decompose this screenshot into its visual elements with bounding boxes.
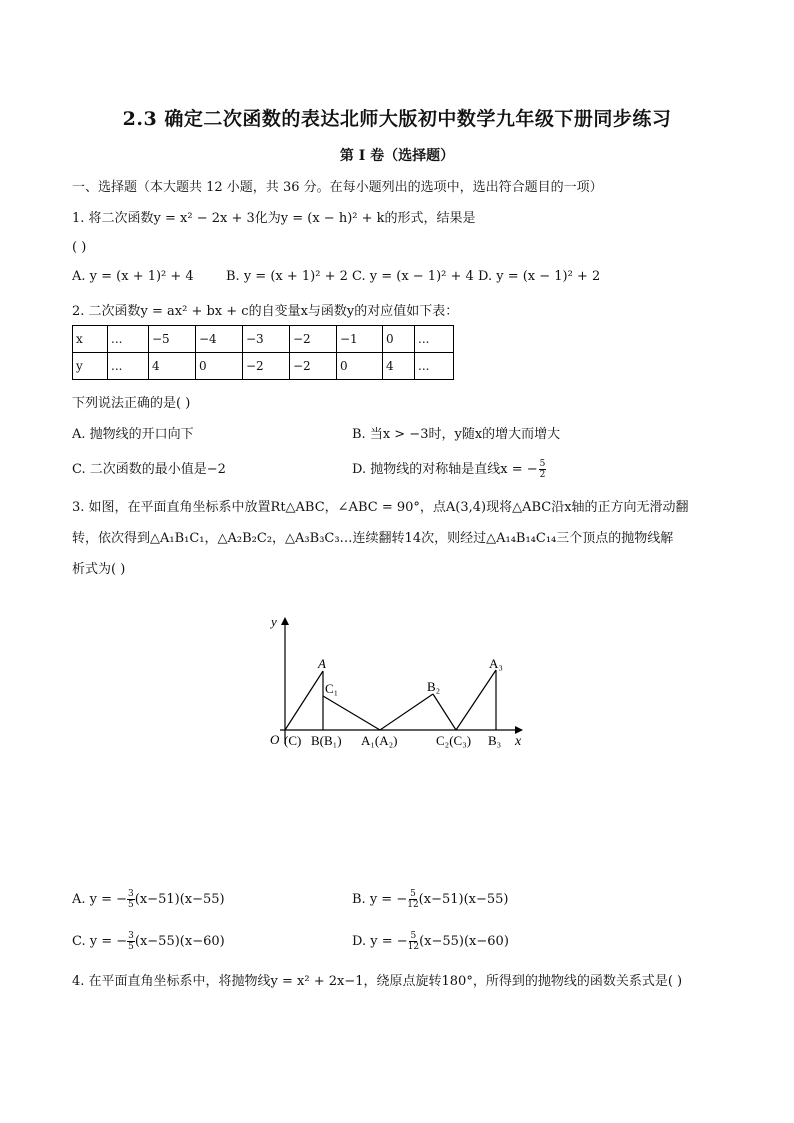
segment [380,694,433,730]
q1-option-c: C. y = (x − 1)² + 4 [352,269,474,284]
table-cell: 0 [196,353,243,380]
segment [323,696,380,730]
table-cell: ... [415,326,454,353]
label-c2-c3: C₂(C₃) [436,733,472,748]
q1-option-a: A. y = (x + 1)² + 4 [72,269,194,284]
option-prefix: A. y = − [72,892,128,907]
table-cell: y [73,353,108,380]
fraction [408,931,419,952]
y-axis-label: y [271,614,277,629]
label-a1-a2: A₁(A₂) [361,733,398,748]
fraction-numerator: 5 [410,931,417,941]
fraction [127,889,135,910]
fraction-numerator: 3 [128,889,134,899]
segment [456,670,496,730]
x-axis-label: x [515,734,522,749]
label-b-b1: B(B₁) [311,733,342,748]
fraction-denominator: 2 [539,470,546,480]
q2-option-a: A. 抛物线的开口向下 [72,427,194,442]
table-cell: ... [108,326,149,353]
q1-option-b: B. y = (x + 1)² + 2 [226,269,348,284]
fraction-numerator: 5 [410,889,416,899]
q2-stem: 2. 二次函数y = ax² + bx + c的自变量x与函数y的对应值如下表： [72,304,459,319]
q4-stem: 4. 在平面直角坐标系中，将抛物线y = x² + 2x−1，绕原点旋转180°，所得到的抛物线的函数关系式是( ) [72,974,683,989]
fraction-denominator: 5 [128,900,134,910]
q3-line-1: 3. 如图，在平面直角坐标系中放置Rt△ABC，∠ABC = 90°，点A(3,4)现将△ABC沿x轴的正方向无滑动翻 [72,500,689,515]
option-suffix: (x−55)(x−60) [134,934,225,949]
fraction [407,889,418,910]
q1-option-d: D. y = (x − 1)² + 2 [478,269,601,284]
fraction-denominator: 12 [407,900,419,910]
table-cell: ... [415,353,454,380]
table-cell: −2 [243,353,290,380]
q2-option-b: B. 当x > −3时，y随x的增大而增大 [352,427,561,442]
fraction-numerator: 3 [128,931,134,941]
table-cell: x [73,326,108,353]
section-heading: 一、选择题（本大题共 12 小题，共 36 分。在每小题列出的选项中，选出符合题目的一项） [72,180,603,195]
option-suffix: (x−51)(x−55) [418,892,509,907]
label-b3: B₃ [488,733,502,748]
q2-option-d-text: D. 抛物线的对称轴是直线x = − [352,462,538,477]
q3-line-3: 析式为( ) [72,562,126,577]
segment [285,671,323,730]
fraction-denominator: 12 [407,942,420,952]
segment [433,694,456,730]
option-prefix: C. y = − [72,934,128,949]
table-cell: −3 [243,326,290,353]
q1-blank: ( ) [72,240,87,255]
label-a3: A₃ [489,656,503,671]
q1-stem: 1. 将二次函数y = x² − 2x + 3化为y = (x − h)² + k的形式，结果是 [72,211,476,226]
table-cell: 0 [337,353,383,380]
table-cell: −2 [290,326,337,353]
q3-option-c [72,931,225,952]
label-c1: C₁ [325,681,339,696]
volume-title: 第 I 卷（选择题） [339,148,455,164]
q3-option-d [352,931,509,952]
table-cell: 4 [383,353,415,380]
option-suffix: (x−51)(x−55) [134,892,225,907]
table-cell: −1 [337,326,383,353]
table-cell: 0 [383,326,415,353]
fraction-numerator: 5 [539,459,546,469]
option-prefix: B. y = − [352,892,408,907]
fraction [127,931,135,952]
label-b2: B₂ [427,679,441,694]
label-a: A [318,656,326,671]
q3-option-b [352,889,509,910]
document-title: 2.3 确定二次函数的表达北师大版初中数学九年级下册同步练习 [122,108,672,130]
option-suffix: (x−55)(x−60) [419,934,509,949]
q2-prompt: 下列说法正确的是( ) [72,396,191,411]
fraction-denominator: 5 [128,942,134,952]
label-c-origin: (C) [284,733,302,748]
table-cell: ... [108,353,149,380]
table-cell: 4 [149,353,196,380]
q3-line-2: 转，依次得到△A₁B₁C₁，△A₂B₂C₂，△A₃B₃C₃…连续翻转14次，则经过△A₁₄B₁₄C₁₄三个顶点的抛物线解 [72,531,674,546]
table-cell: −2 [290,353,337,380]
table-cell: −4 [196,326,243,353]
q3-option-a [72,889,225,910]
q2-option-c: C. 二次函数的最小值是−2 [72,462,226,477]
option-prefix: D. y = − [352,934,408,949]
label-o: O [270,732,280,747]
table-cell: −5 [149,326,196,353]
